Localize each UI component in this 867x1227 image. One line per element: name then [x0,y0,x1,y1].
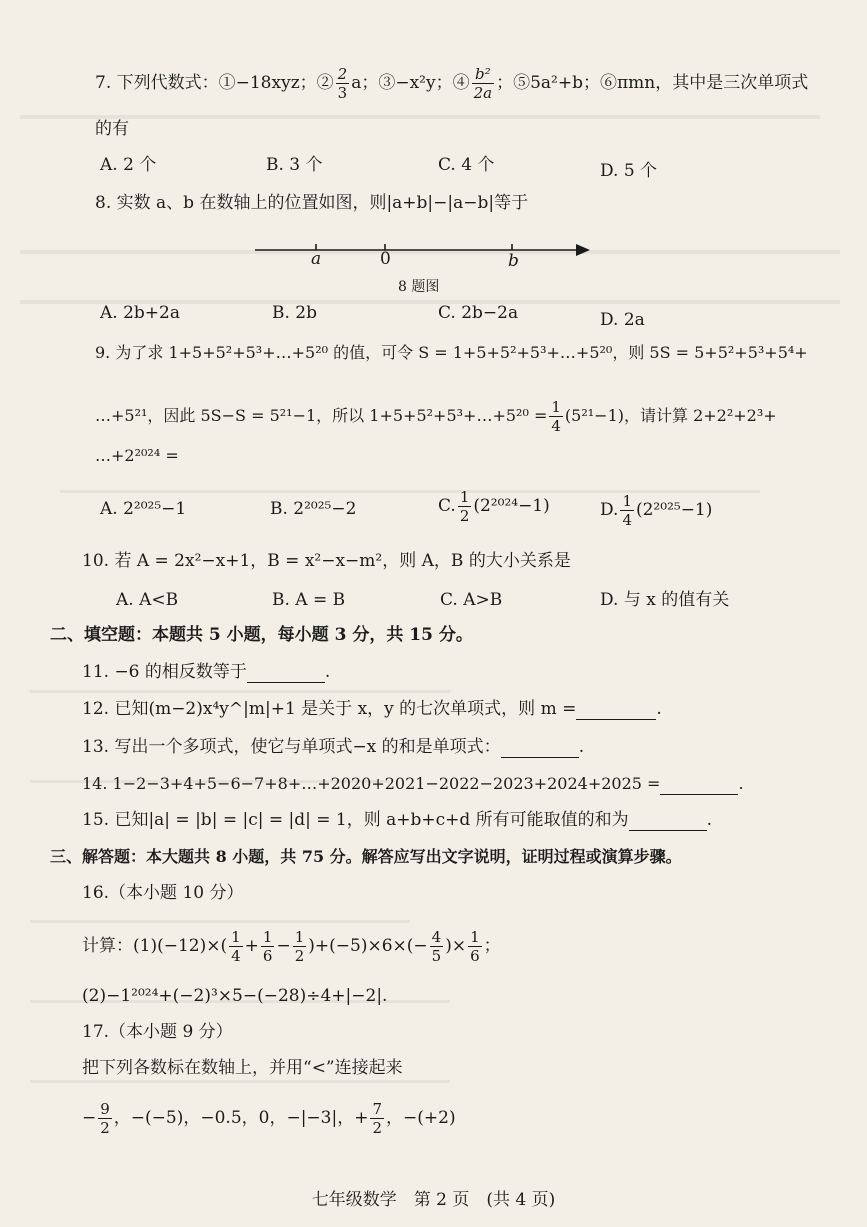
q16-fd-d: 5 [431,947,442,965]
q8-number-line [250,232,600,282]
q10-option-a[interactable]: A. A<B [116,590,179,610]
q17-frac-1 [98,1100,112,1137]
q17-numbers-mid: ，−(−5)，−0.5，0，−|−3|，+ [113,1108,369,1128]
q13-text: 13. 写出一个多项式，使它与单项式−x 的和是单项式： [82,737,501,757]
q17-stem: 把下列各数标在数轴上，并用“<”连接起来 [82,1058,403,1078]
q7-f1-den: 3 [337,84,348,102]
q10-stem: 10. 若 A = 2x²−x+1，B = x²−x−m²，则 A，B 的大小关系是 [82,551,571,571]
q17-n2-den: 2 [372,1119,383,1137]
q12-end: . [656,699,662,719]
q9-option-b[interactable]: B. 2²⁰²⁵−2 [270,499,357,519]
q16-part1-mid: )+(−5)×6×(− [308,936,428,956]
q8-option-a[interactable]: A. 2b+2a [100,303,180,323]
q17-numbers [82,1100,456,1137]
page-footer: 七年级数学 第 2 页 (共 4 页) [311,1190,556,1210]
q9-c-pre: C. [438,496,456,516]
q16-part2: (2)−1²⁰²⁴+(−2)³×5−(−28)÷4+|−2|. [82,986,388,1006]
q16-frac-a [229,928,243,965]
q10-option-c[interactable]: C. A>B [440,590,503,610]
q15-end: . [706,810,713,830]
q7-option-b[interactable]: B. 3 个 [266,155,323,175]
q12 [82,698,662,720]
q8-option-d[interactable]: D. 2a [600,310,645,330]
q16-minus: − [276,936,291,956]
q9-d-pre: D. [600,500,619,520]
q9-line2 [95,398,777,435]
q16-fe-d: 6 [470,947,480,965]
q16-fe-n: 1 [470,928,480,946]
q9-line3: …+2²⁰²⁴ = [95,446,179,465]
q9-fden: 4 [551,417,561,435]
q13 [82,736,584,758]
q15 [82,809,712,831]
q14-text: 14. 1−2−3+4+5−6−7+8+…+2020+2021−2022−2023+2024+2025 = [82,774,661,793]
q7-option-d[interactable]: D. 5 个 [600,161,658,181]
q16-part1-end: ； [483,936,501,956]
section-3-heading: 三、解答题：本大题共 8 小题，共 75 分。解答应写出文字说明，证明过程或演算步骤。 [50,847,682,866]
q11-answer-blank[interactable] [247,664,325,683]
q16-fa-d: 4 [231,947,241,965]
q7-f1-num: 2 [337,65,348,83]
q7-line1 [95,65,808,102]
q16-head: 16.（本小题 10 分） [82,883,244,903]
q9-c-frac [458,488,472,525]
q7-f2-den: 2a [473,84,493,102]
q11 [82,661,330,683]
q8-figure-caption: 8 题图 [398,279,440,295]
q17-head: 17.（本小题 9 分） [82,1022,233,1042]
q12-answer-blank[interactable] [576,701,656,720]
q16-fa-n: 1 [231,928,241,946]
q8-stem: 8. 实数 a、b 在数轴上的位置如图，则|a+b|−|a−b|等于 [95,193,529,213]
q13-end: . [578,737,585,757]
q16-frac-d [430,928,444,965]
q7-option-c[interactable]: C. 4 个 [438,155,495,175]
q9-option-c[interactable] [438,488,550,525]
q15-answer-blank[interactable] [629,812,707,831]
q16-plus: + [244,936,259,956]
q10-option-b[interactable]: B. A = B [272,590,346,610]
q9-c-num: 1 [459,488,470,506]
q8-axis-label-0: 0 [380,249,391,269]
q16-part1-mid2: )× [445,936,467,956]
q9-d-post: (2²⁰²⁵−1) [635,500,713,520]
q16-frac-b [261,928,275,965]
q17-frac-2 [370,1100,384,1137]
q12-text: 12. 已知(m−2)x⁴y^|m|+1 是关于 x，y 的七次单项式，则 m = [82,699,577,719]
q16-part1 [82,928,501,965]
q16-fc-d: 2 [294,947,305,965]
q9-line1: 9. 为了求 1+5+5²+5³+…+5²⁰ 的值，可令 S = 1+5+5²+5³+…+5²⁰，则 5S = 5+5²+5³+5⁴+ [95,343,808,362]
q15-text: 15. 已知|a| = |b| = |c| = |d| = 1，则 a+b+c+d 所有可能取值的和为 [82,810,629,830]
q16-frac-e [468,928,482,965]
q9-option-d[interactable] [600,492,712,529]
q17-n1-num: 9 [100,1100,110,1118]
q16-fd-n: 4 [431,928,442,946]
q7-fraction-2 [472,65,495,102]
q9-d-den: 4 [622,511,632,529]
q16-fb-d: 6 [262,947,273,965]
q9-c-den: 2 [459,507,470,525]
section-2-heading: 二、填空题：本题共 5 小题，每小题 3 分，共 15 分。 [50,625,473,645]
q7-f2-num: b² [472,65,495,84]
q17-n1-sign: − [82,1108,97,1128]
q7-fraction-1 [336,65,350,102]
q9-d-num: 1 [622,492,632,510]
q11-text: 11. −6 的相反数等于 [82,662,247,682]
q9-line2-a: …+5²¹，因此 5S−S = 5²¹−1，所以 1+5+5²+5³+…+5²⁰ = [95,406,548,425]
q9-fnum: 1 [551,398,561,416]
q14-end: . [738,774,744,793]
q9-fraction [549,398,563,435]
q11-end: . [324,662,331,682]
q10-option-d[interactable]: D. 与 x 的值有关 [600,590,730,610]
q8-axis-label-b: b [508,251,519,271]
q7-prefix: 7. 下列代数式：①−18xyz；② [95,73,334,93]
q9-c-post: (2²⁰²⁴−1) [473,496,550,516]
q8-option-b[interactable]: B. 2b [272,303,317,323]
q8-axis-label-a: a [311,249,322,269]
q14 [82,773,744,795]
q9-d-frac [620,492,634,529]
q17-n1-den: 2 [100,1119,110,1137]
q16-frac-c [293,928,307,965]
q7-suffix: ；⑤5a²+b；⑥πmn，其中是三次单项式 [496,73,809,93]
q9-line2-b: (5²¹−1)，请计算 2+2²+2³+ [564,406,777,425]
q7-mid: a；③−x²y；④ [351,73,470,93]
q7-option-a[interactable]: A. 2 个 [100,155,157,175]
q16-fb-n: 1 [262,928,273,946]
q8-option-c[interactable]: C. 2b−2a [438,303,519,323]
q14-answer-blank[interactable] [660,776,738,795]
q16-part1-pre: 计算：(1)(−12)×( [82,936,228,956]
q13-answer-blank[interactable] [501,739,579,758]
q17-n2-num: 7 [372,1100,383,1118]
q9-option-a[interactable]: A. 2²⁰²⁵−1 [100,499,187,519]
q17-numbers-end: ，−(+2) [386,1108,456,1128]
q7-line2: 的有 [95,119,129,139]
q16-fc-n: 1 [294,928,305,946]
